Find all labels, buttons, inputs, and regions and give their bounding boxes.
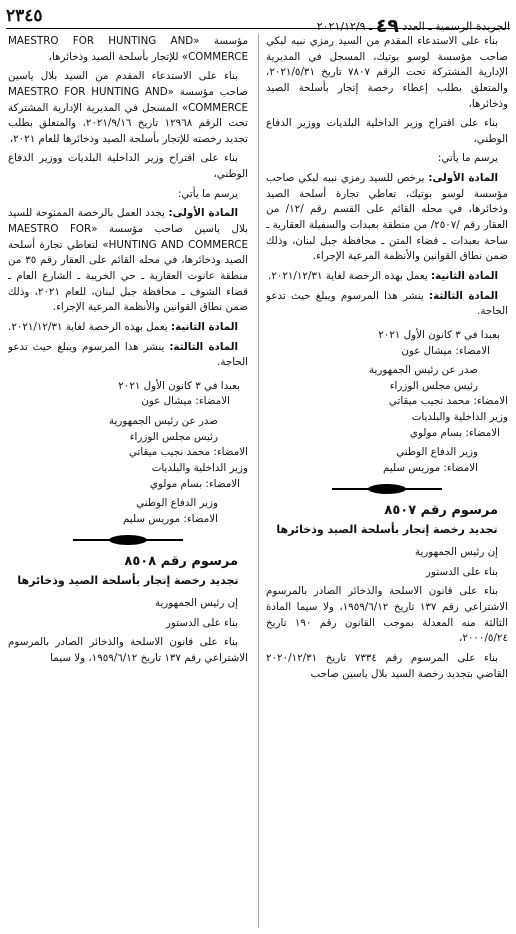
decree-title: مرسوم رقم ٨٥٠٨ bbox=[124, 553, 238, 569]
signature-issued-by: صدر عن رئيس الجمهورية bbox=[108, 415, 218, 428]
header-date: ـ ٢٠٢١/١٢/٩ bbox=[316, 20, 373, 33]
decree-intro: يرسم ما يأتي: bbox=[177, 187, 238, 200]
signature-interior: الامضاء: بسام مولوي bbox=[149, 477, 240, 490]
signature-president: الامضاء: ميشال عون bbox=[141, 395, 230, 408]
decree-petition-paragraph: بناء على الاستدعاء المقدم من السيد رمزي نبيه لبكي صاحب مؤسسة لوسو بوتيك، المسجل في المديرية الإدارية المشتركة تحت الرقم ٧٨٠٧ تاريخ ٢٠٢١/٥/٣١، والمتعلق بطلب إعطاء رخصة إتجار بأسلحة الصيد وذخائرها، bbox=[266, 35, 508, 110]
right-column bbox=[266, 34, 508, 934]
article-2-text: يعمل بهذه الرخصة لغاية ٢٠٢١/١٢/٣١. bbox=[268, 269, 431, 282]
signature-pm: الامضاء: محمد نجيب ميقاتي bbox=[128, 446, 248, 459]
article-1-text: يرخص للسيد رمزي نبيه لبكي صاحب مؤسسة لوسو بوتيك، تعاطي تجارة أسلحة الصيد وذخائرها، في محله القائم على القسم رقم /١٢/ من العقار رقم /٢٥٠٧/ من منطقة بعبدات والسفيلة العقارية ـ ساحة بعبدات ـ قضاء المتن ـ محافظة جبل لبنان، وذلك ضمن نطاق القوانين والأنظمة المرعية الإجراء. bbox=[266, 172, 508, 263]
decree-president-line: إن رئيس الجمهورية bbox=[414, 546, 498, 559]
decree-intro: يرسم ما يأتي: bbox=[437, 152, 498, 165]
signature-pm-title: رئيس مجلس الوزراء bbox=[389, 379, 478, 392]
decree-proposal-paragraph: بناء على اقتراح وزير الداخلية البلديات ووزير الدفاع الوطني، bbox=[266, 117, 508, 145]
article-1 bbox=[266, 171, 508, 265]
article-3 bbox=[8, 340, 248, 371]
page-number: ٢٣٤٥ bbox=[6, 6, 43, 26]
article-3-label: المادة الثالثة: bbox=[169, 340, 238, 353]
signature-defense-title: وزير الدفاع الوطني bbox=[396, 446, 478, 459]
decree-title: مرسوم رقم ٨٥٠٧ bbox=[384, 502, 498, 518]
article-1 bbox=[8, 206, 248, 315]
article-1-label: المادة الأولى: bbox=[428, 172, 498, 185]
article-2-text: يعمل بهذه الرخصة لغاية ٢٠٢١/١٢/٣١. bbox=[8, 320, 171, 333]
signature-president: الامضاء: ميشال عون bbox=[401, 344, 490, 357]
signature-issued-by: صدر عن رئيس الجمهورية bbox=[368, 364, 478, 377]
decree-subtitle: تجديد رخصة إتجار بأسلحة الصيد وذخائرها bbox=[17, 574, 239, 588]
decree-proposal-paragraph: بناء على اقتراح وزير الداخلية البلديات ووزير الدفاع الوطني، bbox=[8, 152, 248, 181]
section-ornament bbox=[266, 483, 508, 495]
signature-interior-title: وزير الداخلية والبلديات bbox=[411, 411, 508, 424]
article-2 bbox=[266, 269, 508, 285]
signature-date: بعبدا في ٣ كانون الأول ٢٠٢١ bbox=[378, 328, 500, 341]
signature-pm: الامضاء: محمد نجيب ميقاتي bbox=[388, 395, 508, 408]
left-column bbox=[8, 34, 248, 934]
decree-petition-paragraph: بناء على الاستدعاء المقدم من السيد بلال ياسين صاحب مؤسسة «MAESTRO FOR HUNTING AND COMMERCE» المسجل في المديرية الإدارية المشتركة تحت الرقم ١٢٩٦٨ تاريخ ٢٠٢١/٩/١٦، والمتعلق بطلب تجديد رخصته للإتجار بأسلحة الصيد وذخائرها للعام ٢٠٢١، bbox=[8, 70, 248, 145]
article-3-label: المادة الثالثة: bbox=[429, 289, 498, 302]
article-2-label: المادة الثانية: bbox=[430, 269, 498, 282]
decree-president-line: إن رئيس الجمهورية bbox=[154, 597, 238, 610]
decree-constitution-line: بناء على الدستور bbox=[165, 616, 238, 629]
column-divider bbox=[258, 34, 259, 928]
signature-date: بعبدا في ٣ كانون الأول ٢٠٢١ bbox=[118, 379, 240, 392]
signature-interior-title: وزير الداخلية والبلديات bbox=[151, 462, 248, 475]
signature-interior: الامضاء: بسام مولوي bbox=[409, 426, 500, 439]
decree-constitution-line: بناء على الدستور bbox=[425, 565, 498, 578]
article-2-label: المادة الثانية: bbox=[170, 320, 238, 333]
article-1-text: يجدد العمل بالرخصة الممنوحة للسيد بلال ياسين صاحب مؤسسة «MAESTRO FOR HUNTING AND COMMERCE» لتعاطي تجارة أسلحة الصيد وذخائرها، في محله القائم على العقار رقم ٣٥ من منطقة عانوت العقارية ـ حي الخريبة ـ الشارع العام ـ قضاء الشوف ـ محافظة جبل لبنان، للعام ٢٠٢١، وذلك ضمن نطاق القوانين والأنظمة المرعية الإجراء. bbox=[8, 207, 248, 314]
section-ornament bbox=[8, 534, 248, 546]
decree-law-paragraph: بناء على قانون الاسلحة والذخائر الصادر بالمرسوم الاشتراعي رقم ١٣٧ تاريخ ١٩٥٩/٦/١٢، ولا سيما bbox=[8, 636, 248, 664]
header-issue-number: ٤٩ bbox=[375, 15, 399, 37]
decree-law-paragraph: بناء على قانون الاسلحة والذخائر الصادر بالمرسوم الاشتراعي رقم ١٣٧ تاريخ ١٩٥٩/٦/١٢، ولا سيما المادة الثالثة منه المعدلة بموجب القانون رقم ١٩٠ تاريخ ٢٠٠٠/٥/٢٤، bbox=[266, 585, 508, 645]
page-header bbox=[6, 4, 510, 37]
article-3 bbox=[266, 289, 508, 320]
header-publication: الجريدة الرسمية ـ العدد bbox=[402, 20, 510, 33]
signature-defense: الامضاء: موريس سليم bbox=[383, 462, 478, 475]
continued-paragraph: مؤسسة «MAESTRO FOR HUNTING AND COMMERCE» للإتجار بأسلحة الصيد وذخائرها، bbox=[8, 35, 248, 63]
decree-subtitle: تجديد رخصة إتجار بأسلحة الصيد وذخائرها bbox=[276, 523, 498, 537]
signature-defense-title: وزير الدفاع الوطني bbox=[136, 497, 218, 510]
decree-prior-decree-paragraph: بناء على المرسوم رقم ٧٣٣٤ تاريخ ٢٠٢٠/١٢/٣١ القاضي بتجديد رخصة السيد بلال ياسين صاحب bbox=[266, 651, 508, 680]
signature-defense: الامضاء: موريس سليم bbox=[123, 512, 218, 525]
article-3-text: ينشر هذا المرسوم ويبلغ حيث تدعو الحاجة. bbox=[266, 289, 508, 318]
article-2 bbox=[8, 320, 248, 336]
article-3-text: ينشر هذا المرسوم ويبلغ حيث تدعو الحاجة. bbox=[8, 340, 248, 369]
article-1-label: المادة الأولى: bbox=[168, 207, 238, 220]
signature-pm-title: رئيس مجلس الوزراء bbox=[129, 430, 218, 443]
